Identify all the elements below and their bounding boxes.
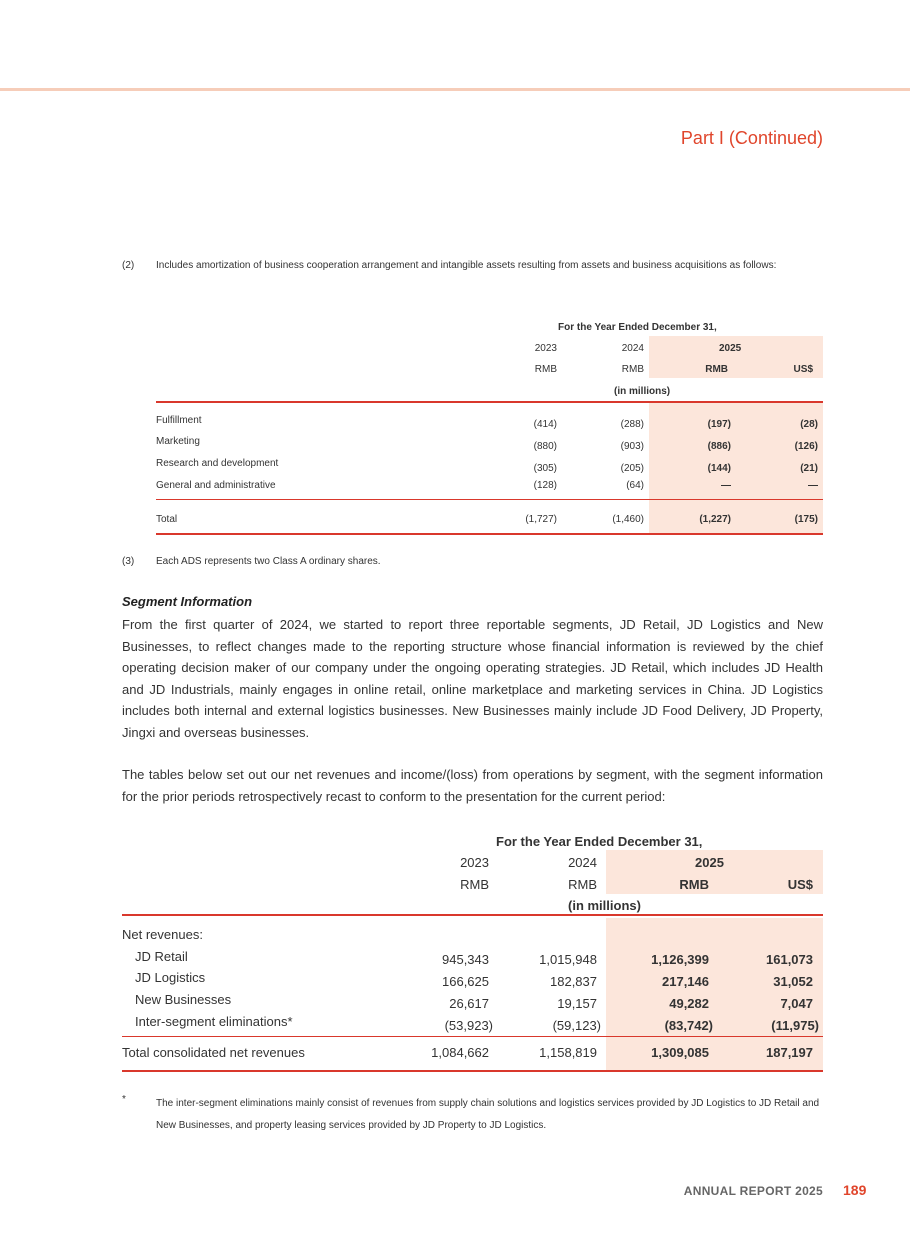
currency-2023: RMB xyxy=(534,364,557,375)
cell: (880) xyxy=(533,441,557,452)
top-rule xyxy=(0,88,910,91)
total-rule xyxy=(122,1070,823,1072)
row-label-research: Research and development xyxy=(156,458,279,469)
cell: (59,123) xyxy=(552,1018,601,1033)
cell: 26,617 xyxy=(449,996,489,1011)
year-2025: 2025 xyxy=(719,343,742,354)
cell: (305) xyxy=(533,463,557,474)
cell: (1,727) xyxy=(525,514,557,525)
note-2-text: Includes amortization of business cooperation arrangement and intangible assets resulting from assets and business acquisitions as follows: xyxy=(156,260,777,271)
note-3 xyxy=(122,554,823,571)
cell: — xyxy=(808,480,818,491)
currency-2025-rmb: RMB xyxy=(705,364,728,375)
cell: (144) xyxy=(707,463,731,474)
total-rule xyxy=(156,533,823,535)
segment-paragraph-1: From the first quarter of 2024, we started to report three reportable segments, JD Retail, JD Logistics and New Businesses, to reflect changes made to the reporting structure whose financial information is reviewed by the chief operating decision maker of our company under the ongoing operating strategies. JD Retail, which includes JD Health and JD Industrials, mainly engages in online retail, online marketplace and marketing services in China. JD Logistics includes both internal and external logistics businesses. New Businesses mainly include JD Food Delivery, JD Property, Jingxi and overseas businesses. xyxy=(122,617,823,740)
cell: — xyxy=(721,480,731,491)
cell: 161,073 xyxy=(766,952,813,967)
currency-2025-usd: US$ xyxy=(793,364,813,375)
header-rule xyxy=(156,401,823,403)
report-label: ANNUAL REPORT 2025 xyxy=(683,1184,823,1198)
cell: (175) xyxy=(794,514,818,525)
cell: 945,343 xyxy=(442,952,489,967)
footnote-marker: * xyxy=(122,1094,126,1105)
period-header: For the Year Ended December 31, xyxy=(558,322,717,333)
cell: 31,052 xyxy=(773,974,813,989)
row-label-total: Total consolidated net revenues xyxy=(122,1045,305,1060)
year-2023: 2023 xyxy=(534,343,557,354)
note-3-number: (3) xyxy=(122,556,135,567)
cell: 1,015,948 xyxy=(539,952,597,967)
cell: 1,084,662 xyxy=(431,1045,489,1060)
cell: (205) xyxy=(620,463,644,474)
year-2024: 2024 xyxy=(621,343,644,354)
currency-2025-rmb: RMB xyxy=(679,877,709,892)
segment-title: Segment Information xyxy=(122,594,253,609)
row-label-jd-retail: JD Retail xyxy=(135,949,188,964)
cell: 7,047 xyxy=(780,996,813,1011)
cell: (83,742) xyxy=(664,1018,713,1033)
cell: (1,227) xyxy=(699,514,731,525)
year-2025: 2025 xyxy=(695,855,724,870)
row-label-inter-segment: Inter-segment eliminations* xyxy=(135,1014,293,1029)
cell: (21) xyxy=(800,463,818,474)
cell: (886) xyxy=(707,441,731,452)
currency-2025-usd: US$ xyxy=(787,877,813,892)
cell: 49,282 xyxy=(669,996,709,1011)
currency-2024: RMB xyxy=(568,877,597,892)
row-label-jd-logistics: JD Logistics xyxy=(135,970,206,985)
header-rule xyxy=(122,914,823,916)
cell: (197) xyxy=(707,419,731,430)
currency-2023: RMB xyxy=(460,877,489,892)
cell: (414) xyxy=(533,419,557,430)
row-label-marketing: Marketing xyxy=(156,436,200,447)
cell: 19,157 xyxy=(557,996,597,1011)
row-label-general-admin: General and administrative xyxy=(156,480,276,491)
cell: (11,975) xyxy=(771,1018,819,1033)
footnote-text: The inter-segment eliminations mainly consist of revenues from supply chain solutions and logistics services provided by JD Logistics to JD Retail and New Businesses, and property leasing services provided by JD Property to JD Logistics. xyxy=(156,1098,820,1131)
year-2023: 2023 xyxy=(460,855,489,870)
cell: 1,309,085 xyxy=(651,1045,709,1060)
cell: (64) xyxy=(626,480,644,491)
row-label-fulfillment: Fulfillment xyxy=(156,415,202,426)
footnote xyxy=(122,1093,823,1137)
cell: 182,837 xyxy=(550,974,597,989)
row-label-total: Total xyxy=(156,514,178,525)
section-title: Part I (Continued) xyxy=(680,128,823,148)
cell: 1,126,399 xyxy=(651,952,709,967)
year-2024: 2024 xyxy=(568,855,597,870)
note-3-text: Each ADS represents two Class A ordinary shares. xyxy=(156,556,381,567)
subtotal-rule xyxy=(156,499,823,500)
period-header: For the Year Ended December 31, xyxy=(496,834,703,849)
cell: (126) xyxy=(794,441,818,452)
cell: (28) xyxy=(800,419,818,430)
units-label: (in millions) xyxy=(568,898,641,913)
cell: (1,460) xyxy=(612,514,644,525)
cell: 166,625 xyxy=(442,974,489,989)
page-number: 189 xyxy=(843,1182,867,1198)
note-2 xyxy=(122,258,823,275)
cell: (903) xyxy=(620,441,644,452)
note-2-number: (2) xyxy=(122,260,135,271)
cell: (53,923) xyxy=(444,1018,493,1033)
cell: (128) xyxy=(533,480,557,491)
segment-paragraph-2: The tables below set out our net revenues and income/(loss) from operations by segment, with the segment information for the prior periods retrospectively recast to conform to the presentation for the current period: xyxy=(122,767,823,804)
group-label-net-revenues: Net revenues: xyxy=(122,927,203,942)
cell: (288) xyxy=(620,419,644,430)
subtotal-rule xyxy=(122,1036,823,1037)
units-label: (in millions) xyxy=(614,386,671,397)
cell: 217,146 xyxy=(662,974,709,989)
row-label-new-businesses: New Businesses xyxy=(135,992,232,1007)
currency-2024: RMB xyxy=(621,364,644,375)
cell: 187,197 xyxy=(766,1045,813,1060)
cell: 1,158,819 xyxy=(539,1045,597,1060)
